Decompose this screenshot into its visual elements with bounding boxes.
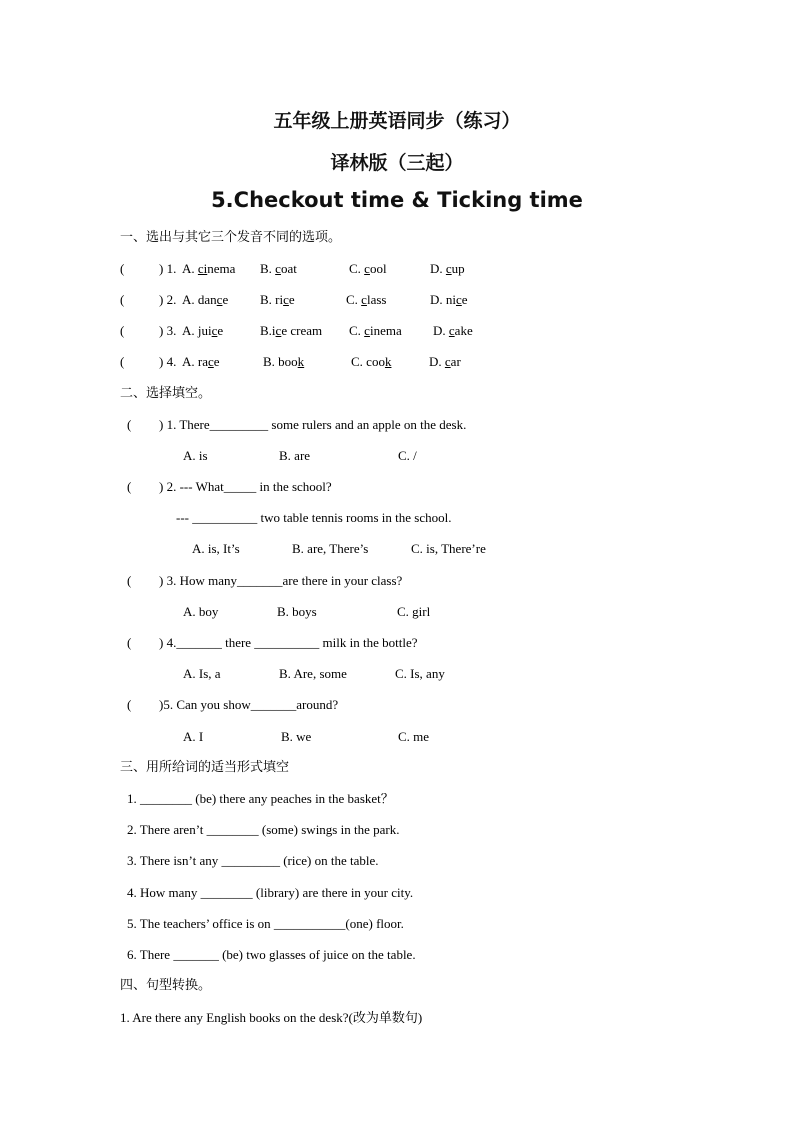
- question-stem-response: --- __________ two table tennis rooms in the school.: [176, 510, 452, 525]
- option-a: A. is: [183, 448, 208, 463]
- question-stem: ) 4._______ there __________ milk in the bottle?: [159, 635, 418, 650]
- answer-paren: (: [120, 261, 125, 276]
- part4-heading: 四、句型转换。: [120, 978, 212, 993]
- option-a: A. I: [183, 729, 204, 744]
- worksheet-title: 五年级上册英语同步（练习）: [273, 110, 521, 132]
- answer-paren: (: [127, 635, 132, 650]
- option-c: C. Is, any: [395, 666, 445, 681]
- fill-in-item-5: 5. The teachers’ office is on ___________(one) floor.: [127, 916, 404, 931]
- answer-paren: (: [120, 292, 125, 307]
- option-c: C. me: [398, 729, 430, 744]
- option-b: B. we: [281, 729, 312, 744]
- fill-in-item-6: 6. There _______ (be) two glasses of juice on the table.: [127, 947, 416, 962]
- option-d: D. cup: [430, 261, 465, 276]
- part3-heading: 三、用所给词的适当形式填空: [120, 760, 290, 775]
- answer-paren: (: [120, 354, 125, 369]
- option-a: A. dance: [182, 292, 229, 307]
- unit-title: 5.Checkout time & Ticking time: [211, 188, 583, 212]
- option-b: B. coat: [260, 261, 297, 276]
- transform-item-1: 1. Are there any English books on the desk?(改为单数句): [120, 1010, 423, 1025]
- option-c: C. cook: [351, 354, 392, 369]
- option-c: C. is, There’re: [411, 541, 486, 556]
- question-number: ) 1.: [159, 261, 177, 276]
- fill-in-item-3: 3. There isn’t any _________ (rice) on the table.: [127, 853, 379, 868]
- option-a: A. boy: [183, 604, 219, 619]
- answer-paren: (: [127, 697, 132, 712]
- option-b: B.ice cream: [260, 323, 323, 338]
- option-d: D. nice: [430, 292, 468, 307]
- fill-in-item-2: 2. There aren’t ________ (some) swings in the park.: [127, 822, 400, 837]
- option-a: A. is, It’s: [192, 541, 240, 556]
- question-number: ) 3.: [159, 323, 177, 338]
- option-b: B. are, There’s: [292, 541, 369, 556]
- option-c: C. girl: [397, 604, 431, 619]
- option-b: B. book: [263, 354, 305, 369]
- option-b: B. are: [279, 448, 311, 463]
- option-a: A. Is, a: [183, 666, 221, 681]
- question-stem: ) 1. There_________ some rulers and an apple on the desk.: [159, 417, 467, 432]
- part1-heading: 一、选出与其它三个发音不同的选项。: [120, 230, 342, 245]
- answer-paren: (: [120, 323, 125, 338]
- option-d: D. car: [429, 354, 461, 369]
- option-c: C. class: [346, 292, 387, 307]
- question-stem: ) 3. How many_______are there in your class?: [159, 573, 403, 588]
- answer-paren: (: [127, 573, 132, 588]
- question-number: ) 2.: [159, 292, 177, 307]
- option-d: D. cake: [433, 323, 473, 338]
- option-a: A. juice: [182, 323, 224, 338]
- fill-in-item-4: 4. How many ________ (library) are there in your city.: [127, 885, 414, 900]
- option-a: A. cinema: [182, 261, 236, 276]
- answer-paren: (: [127, 417, 132, 432]
- question-stem: ) 2. --- What_____ in the school?: [159, 479, 332, 494]
- option-c: C. cinema: [349, 323, 402, 338]
- edition-title: 译林版（三起）: [330, 152, 464, 174]
- answer-paren: (: [127, 479, 132, 494]
- question-number: ) 4.: [159, 354, 177, 369]
- question-stem: )5. Can you show_______around?: [159, 697, 339, 712]
- option-b: B. Are, some: [279, 666, 347, 681]
- option-b: B. boys: [277, 604, 317, 619]
- part2-heading: 二、选择填空。: [120, 386, 212, 401]
- option-a: A. race: [182, 354, 220, 369]
- option-c: C. /: [398, 448, 417, 463]
- fill-in-item-1: 1. ________ (be) there any peaches in the basket？: [127, 791, 394, 806]
- option-b: B. rice: [260, 292, 295, 307]
- option-c: C. cool: [349, 261, 387, 276]
